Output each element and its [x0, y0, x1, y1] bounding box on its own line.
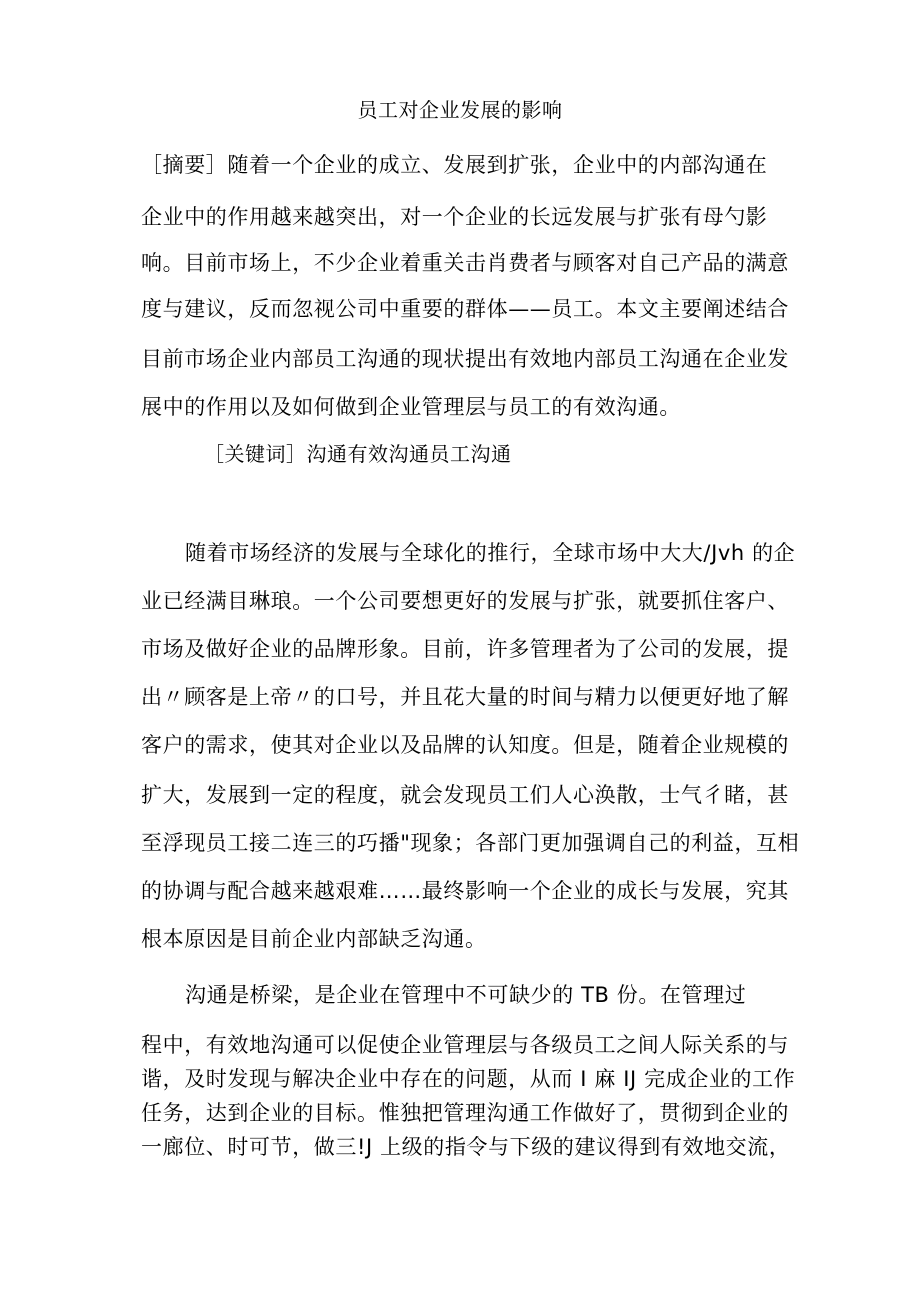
paragraph1-line-9: 根本原因是目前企业内部缺乏沟通。	[141, 927, 487, 951]
abstract-line-2: 企业中的作用越来越突出，对一个企业的长远发展与扩张有母勺影	[141, 205, 768, 229]
abstract-line-5: 目前市场企业内部员工沟通的现状提出有效地内部员工沟通在企业发	[141, 347, 789, 371]
keywords-line: ［关键词］沟通有效沟通员工沟通	[204, 442, 512, 466]
paragraph1-line-1: 随着市场经济的发展与全球化的推行，全球市场中大大/Jvh 的企	[185, 541, 796, 565]
paragraph1-line-4: 出〃顾客是上帝〃的口号，并且花大量的时间与精力以便更好地了解	[141, 685, 789, 709]
abstract-line-3: 响。目前市场上，不少企业着重关击肖费者与顾客对自己产品的满意	[141, 251, 789, 275]
abstract-line-1: ［摘要］随着一个企业的成立、发展到扩张，企业中的内部沟通在	[141, 153, 768, 177]
paragraph1-line-2: 业已经满目琳琅。一个公司要想更好的发展与扩张，就要抓住客户、	[141, 589, 789, 613]
paragraph2-line-1: 沟通是桥梁，是企业在管理中不可缺少的 TB 份。在管理过	[185, 983, 747, 1007]
paragraph2-line-3: 谐，及时发现与解决企业中存在的问题，从而 I 麻 IJ 完成企业的工作	[141, 1067, 796, 1091]
paragraph2-line-5: 一廊位、时可节，做三!J 上级的指令与下级的建议得到有效地交流，	[141, 1135, 791, 1159]
paragraph1-line-5: 客户的需求，使其对企业以及品牌的认知度。但是，随着企业规模的	[141, 733, 789, 757]
paragraph1-line-6: 扩大，发展到一定的程度，就会发现员工们人心涣散，士气彳睹，甚	[141, 783, 789, 807]
abstract-line-6: 展中的作用以及如何做到企业管理层与员工的有效沟通。	[141, 395, 681, 419]
paragraph1-line-3: 市场及做好企业的品牌形象。目前，许多管理者为了公司的发展，提	[141, 637, 789, 661]
abstract-line-4: 度与建议，反而忽视公司中重要的群体——员工。本文主要阐述结合	[141, 297, 789, 321]
paragraph2-line-4: 任务，达到企业的目标。惟独把管理沟通工作做好了，贯彻到企业的	[141, 1101, 789, 1125]
paragraph1-line-8: 的协调与配合越来越艰难……最终影响一个企业的成长与发展，究其	[141, 879, 789, 903]
paragraph2-line-2: 程中，有效地沟通可以促使企业管理层与各级员工之间人际关系的与	[141, 1033, 789, 1057]
paragraph1-line-7: 至浮现员工接二连三的巧播"现象；各部门更加强调自己的利益，互相	[141, 831, 800, 855]
document-title: 员工对企业发展的影响	[357, 98, 563, 122]
